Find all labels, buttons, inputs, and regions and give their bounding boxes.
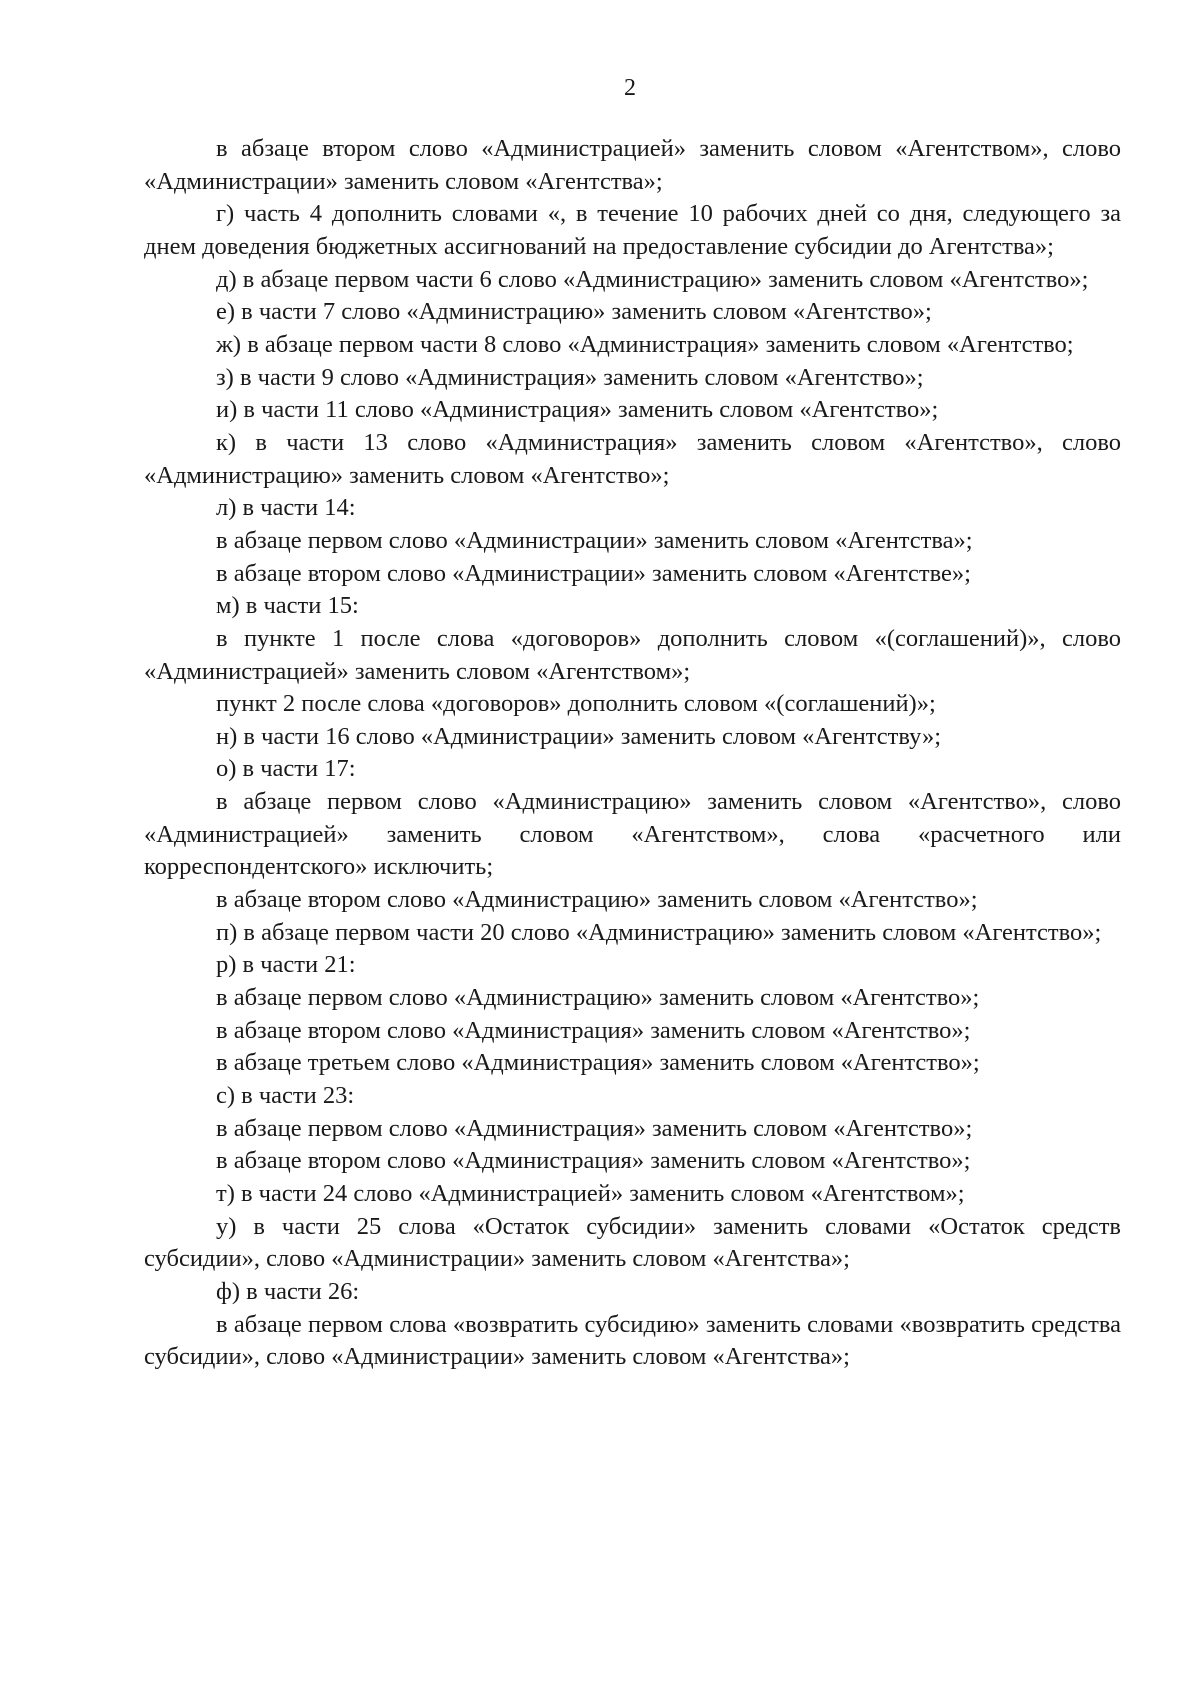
paragraph: с) в части 23:: [216, 1082, 355, 1110]
paragraph: в абзаце первом слово «Администрации» заменить словом «Агентства»;: [216, 526, 973, 554]
paragraph: в абзаце втором слово «Администрация» заменить словом «Агентство»;: [216, 1147, 971, 1175]
paragraph: в абзаце первом слова «возвратить субсидию» заменить словами «возвратить средства субсидии», слово «Администрации» заменить словом «Агентства»;: [144, 1310, 1121, 1371]
paragraph: в абзаце первом слово «Администрация» заменить словом «Агентство»;: [216, 1114, 973, 1142]
paragraph: в абзаце втором слово «Администрацией» заменить словом «Агентством», слово «Администрации» заменить словом «Агентства»;: [144, 135, 1121, 195]
paragraph: и) в части 11 слово «Администрация» заменить словом «Агентство»;: [216, 396, 939, 424]
paragraph: в абзаце втором слово «Администрацию» заменить словом «Агентство»;: [216, 886, 978, 914]
paragraph: у) в части 25 слова «Остаток субсидии» заменить словами «Остаток средств субсидии», слово «Администрации» заменить словом «Агентства»;: [144, 1212, 1121, 1273]
paragraph: р) в части 21:: [216, 951, 356, 979]
paragraph: о) в части 17:: [216, 755, 356, 783]
paragraph: е) в части 7 слово «Администрацию» заменить словом «Агентство»;: [216, 298, 932, 326]
paragraph: ж) в абзаце первом части 8 слово «Администрация» заменить словом «Агентство;: [216, 330, 1074, 358]
paragraph: пункт 2 после слова «договоров» дополнить словом «(соглашений)»;: [216, 690, 936, 718]
paragraph: м) в части 15:: [216, 592, 359, 620]
paragraph: в пункте 1 после слова «договоров» дополнить словом «(соглашений)», слово «Администрацией» заменить словом «Агентством»;: [144, 624, 1121, 685]
paragraph: в абзаце первом слово «Администрацию» заменить словом «Агентство»;: [216, 984, 980, 1012]
paragraph: в абзаце втором слово «Администрации» заменить словом «Агентстве»;: [216, 559, 971, 587]
paragraph: г) часть 4 дополнить словами «, в течение 10 рабочих дней со дня, следующего за днем доведения бюджетных ассигнований на предоставление субсидии до Агентства»;: [144, 200, 1121, 260]
paragraph: в абзаце первом слово «Администрацию» заменить словом «Агентство», слово «Администрацией» заменить словом «Агентством», слова «расчетного или корреспондентского» исключить;: [144, 788, 1121, 881]
paragraph: в абзаце втором слово «Администрация» заменить словом «Агентство»;: [216, 1016, 971, 1044]
paragraph: д) в абзаце первом части 6 слово «Администрацию» заменить словом «Агентство»;: [216, 265, 1089, 293]
document-body: [144, 133, 1121, 1374]
page-number: 2: [624, 75, 636, 101]
paragraph: з) в части 9 слово «Администрация» заменить словом «Агентство»;: [216, 363, 924, 391]
paragraph: т) в части 24 слово «Администрацией» заменить словом «Агентством»;: [216, 1180, 965, 1207]
paragraph: к) в части 13 слово «Администрация» заменить словом «Агентство», слово «Администрацию» заменить словом «Агентство»;: [144, 428, 1121, 489]
paragraph: п) в абзаце первом части 20 слово «Администрацию» заменить словом «Агентство»;: [216, 918, 1102, 946]
paragraph: в абзаце третьем слово «Администрация» заменить словом «Агентство»;: [216, 1049, 980, 1077]
paragraph: л) в части 14:: [216, 494, 356, 522]
paragraph: н) в части 16 слово «Администрации» заменить словом «Агентству»;: [216, 722, 942, 750]
paragraph: ф) в части 26:: [216, 1277, 360, 1305]
